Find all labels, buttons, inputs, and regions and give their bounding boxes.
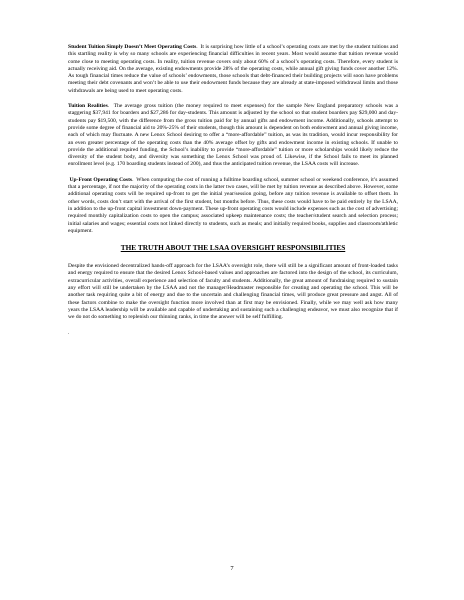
lead-separator: . — [132, 176, 137, 183]
section-upfront-costs — [68, 177, 398, 235]
section-text: It is surprising how little of a school’s operating costs are met by the student tuitions and this startling reality is why so many schools are experiencing financial difficulties in recent years. Most would assume that tuition revenue would come close to meeting operating costs. In reality, tuition revenue covers only about 60% of a school’s operating costs. Therefore, every student is actually receiving aid. On the average, existing endowments provide 28% of the operating costs, while annual gift giving funds cover another 12%. As tough financial times reduce the value of schools’ endowments, those schools that debt-financed their building projects will soon have problems meeting their debt covenants and won’t be able to use their endowment funds because they are already at state-imposed withdrawal limits and those withdrawals are being used to meet operating costs. — [68, 44, 398, 94]
section-lead: Student Tuition Simply Doesn’t Meet Operating Costs — [68, 44, 197, 50]
closing-paragraph: Despite the envisioned decentralized hands-off approach for the LSAA’s oversight role, there will still be a significant amount of front-loaded tasks and energy required to ensure that the desired Lenox School-based values and approaches are factored into the design of the school, its curriculum, extracurricular activities, overall experience and selection of faculty and students. Additionally, the great amount of fundraising required to sustain any effort will still be undertaken by the LSAA and not the manager/Headmaster responsible for creating and operating the school. This will be another task requiring quite a bit of energy and due to the uncertain and challenging financial times, will produce great pressure and angst. All of these factors combine to make the oversight function more involved than at first may be envisioned. Finally, while we may well ask how many years the LSAA leadership will be available and capable of undertaking and sustaining such a challenging endeavor, we must also recognize that if we do not do something to replenish our thinning ranks, in time the answer will be self fulfilling. — [68, 263, 398, 321]
section-tuition-realities — [68, 103, 398, 169]
page-number: 7 — [230, 565, 234, 572]
section-heading: THE TRUTH ABOUT THE LSAA OVERSIGHT RESPONSIBILITIES — [120, 243, 346, 253]
lead-separator: . — [196, 44, 201, 50]
section-text: When computing the cost of running a fulltime boarding school, summer school or weekend conference, it’s assumed that a percentage, if not the majority of the operating costs in the latter two cases, will be met by tuition revenue as described above. However, some additional operating costs will be required up-front to get the initial year/session going, before any tuition revenue is available to offset them. In other words, costs don’t start with the arrival of the first student, but months before. Thus, these costs would have to be paid entirely by the LSAA, in addition to the up-front capital investment down-payment. These up-front operating costs would include expenses such as the cost of advertising; required monthly capitalization costs to open the campus; associated upkeep maintenance costs; the teacher/student search and selection process; initial salaries and wages; essential costs not linked directly to students, such as meals; and initially required books, supplies and classroom/athletic equipment. — [68, 176, 398, 234]
stray-mark: . — [68, 329, 70, 336]
section-tuition-costs — [68, 44, 398, 95]
section-lead: Tuition Realities — [68, 103, 108, 110]
document-page — [68, 44, 398, 337]
section-text: The average gross tuition (the money required to meet expenses) for the sample New England preparatory schools was a staggering $37,941 for boarders and $27,286 for day-students. This amount is adjusted by the school so that student boarders pay $29,000 and day-students pay $19,500, with the difference from the gross tuition paid for by annual gifts and endowment income. Additionally, schools attempt to provide some degree of financial aid to 20%-25% of their students, though this amount is dependent on both endowment and annual giving income, each of which may fluctuate. A new Lenox School desiring to offer a “more-affordable” tuition, as was its tradition, would incur responsibility for an even greater percentage of the operating costs than the 40% average offset by gifts and endowment income in existing schools. If unable to provide the additional required funding, the School’s inability to provide “more-affordable” tuition or more scholarships would likely reduce the diversity of the student body, and diversity was something the Lenox School was proud of. Likewise, if the School fails to meet its planned enrollment level (e.g. 170 boarding students instead of 200), and thus the anticipated tuition revenue, the LSAA costs will increase. — [68, 103, 398, 168]
lead-separator: . — [107, 103, 114, 110]
section-lead: Up-Front Operating Costs — [69, 176, 133, 183]
